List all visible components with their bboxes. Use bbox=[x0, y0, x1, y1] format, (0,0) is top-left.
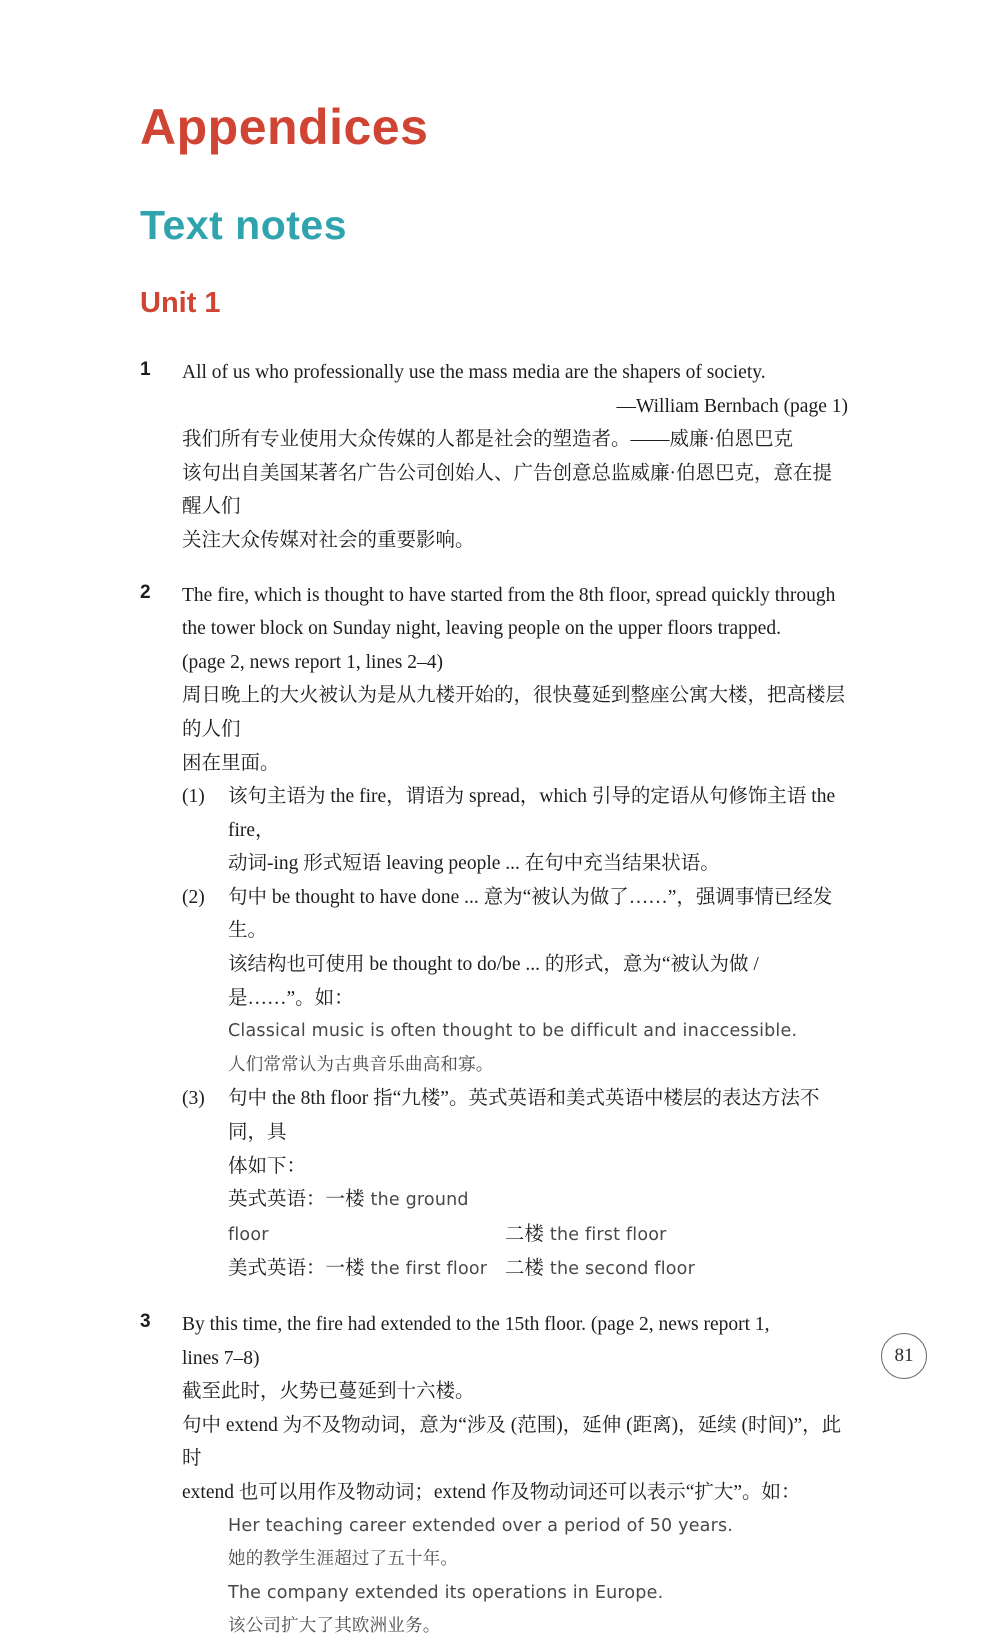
note-2-body bbox=[182, 579, 848, 1287]
note-2 bbox=[140, 579, 848, 1287]
note-2-subitem-3 bbox=[182, 1082, 848, 1287]
subitem-3-line: 体如下： bbox=[228, 1155, 307, 1177]
note-3-example-1-english: Her teaching career extended over a period of 50 years. bbox=[228, 1515, 734, 1536]
floors-american-col2 bbox=[505, 1258, 695, 1279]
floors-american-label1: 美式英语：一楼 bbox=[228, 1258, 365, 1280]
note-2-subitem-1 bbox=[182, 780, 848, 881]
subitem-1-line: 动词-ing 形式短语 leaving people ... 在句中充当结果状语。 bbox=[228, 853, 720, 875]
floors-american-row bbox=[228, 1252, 848, 1287]
subitem-2-line: 句中 be thought to have done ... 意为“被认为做了……”，强调事情已经发生。 bbox=[228, 886, 833, 942]
subitem-2-body bbox=[228, 881, 848, 1083]
note-3-example-2-english: The company extended its operations in Europe. bbox=[228, 1582, 664, 1603]
floors-american-english2: the second floor bbox=[549, 1259, 695, 1280]
note-3-english-line: By this time, the fire had extended to the 15th floor. (page 2, news report 1, bbox=[182, 1314, 770, 1336]
subitem-2-marker: (2) bbox=[182, 886, 205, 908]
subitem-3-body bbox=[228, 1082, 848, 1287]
note-1-body bbox=[182, 356, 848, 558]
note-3-english-line: lines 7–8) bbox=[182, 1347, 260, 1369]
note-1-number: 1 bbox=[140, 358, 151, 380]
note-3-example-1-chinese: 她的教学生涯超过了五十年。 bbox=[228, 1549, 459, 1570]
note-3-example-2-chinese: 该公司扩大了其欧洲业务。 bbox=[228, 1616, 441, 1637]
subitem-2-example-chinese: 人们常常认为古典音乐曲高和寡。 bbox=[228, 1054, 494, 1075]
floors-british-col1 bbox=[228, 1183, 500, 1252]
subitem-1-body bbox=[228, 780, 848, 881]
note-3-body bbox=[182, 1308, 848, 1644]
note-1 bbox=[140, 356, 848, 558]
note-3 bbox=[140, 1308, 848, 1644]
subitem-3-line: 句中 the 8th floor 指“九楼”。英式英语和美式英语中楼层的表达方法不同，具 bbox=[228, 1088, 820, 1144]
notes-list bbox=[140, 356, 848, 1644]
note-1-attribution: —William Bernbach (page 1) bbox=[616, 395, 848, 417]
floors-british-col2 bbox=[505, 1224, 667, 1245]
floors-american-label2: 二楼 bbox=[504, 1258, 544, 1280]
floors-british-label1: 英式英语：一楼 bbox=[228, 1189, 365, 1211]
note-2-english-line: The fire, which is thought to have started from the 8th floor, spread quickly through bbox=[182, 584, 836, 606]
note-2-page-ref: (page 2, news report 1, lines 2–4) bbox=[182, 651, 444, 673]
note-2-chinese-line: 困在里面。 bbox=[182, 752, 280, 774]
appendices-heading: Appendices bbox=[140, 99, 429, 155]
note-3-chinese-line: extend 也可以用作及物动词；extend 作及物动词还可以表示“扩大”。如： bbox=[182, 1481, 801, 1503]
unit-heading: Unit 1 bbox=[140, 287, 221, 320]
floors-british-row bbox=[228, 1183, 848, 1252]
floors-british-label2: 二楼 bbox=[504, 1223, 544, 1245]
subitem-3-marker: (3) bbox=[182, 1088, 205, 1110]
text-notes-heading: Text notes bbox=[140, 202, 347, 248]
subitem-2-example-english: Classical music is often thought to be difficult and inaccessible. bbox=[228, 1021, 798, 1042]
note-1-chinese-line: 该句出自美国某著名广告公司创始人、广告创意总监威廉·伯恩巴克，意在提醒人们 bbox=[182, 462, 832, 518]
subitem-1-line: 该句主语为 the fire，谓语为 spread，which 引导的定语从句修饰主语 the fire， bbox=[228, 786, 836, 841]
note-2-subitem-2 bbox=[182, 881, 848, 1083]
note-1-english: All of us who professionally use the mass media are the shapers of society. bbox=[182, 361, 766, 383]
note-1-chinese-line: 关注大众传媒对社会的重要影响。 bbox=[182, 529, 475, 551]
note-1-chinese-line: 我们所有专业使用大众传媒的人都是社会的塑造者。——威廉·伯恩巴克 bbox=[182, 429, 793, 451]
page-number: 81 bbox=[894, 1345, 914, 1366]
page-number-badge bbox=[881, 1333, 927, 1379]
note-2-chinese-line: 周日晚上的大火被认为是从九楼开始的，很快蔓延到整座公寓大楼，把高楼层的人们 bbox=[182, 685, 846, 740]
note-3-number: 3 bbox=[140, 1311, 151, 1333]
floors-british-english1: the ground floor bbox=[228, 1190, 469, 1245]
note-3-chinese-line: 截至此时，火势已蔓延到十六楼。 bbox=[182, 1381, 475, 1403]
floors-british-english2: the first floor bbox=[549, 1224, 667, 1245]
subitem-1-marker: (1) bbox=[182, 786, 205, 808]
floors-american-col1 bbox=[228, 1252, 500, 1287]
note-2-number: 2 bbox=[140, 581, 151, 603]
subitem-2-line: 该结构也可使用 be thought to do/be ... 的形式，意为“被认为做 / 是……”。如： bbox=[228, 954, 759, 1009]
floors-american-english1: the first floor bbox=[370, 1259, 488, 1280]
note-2-english-line: the tower block on Sunday night, leaving people on the upper floors trapped. bbox=[182, 618, 781, 640]
note-3-chinese-line: 句中 extend 为不及物动词，意为“涉及 (范围)，延伸 (距离)，延续 (时间)”，此时 bbox=[182, 1414, 842, 1470]
